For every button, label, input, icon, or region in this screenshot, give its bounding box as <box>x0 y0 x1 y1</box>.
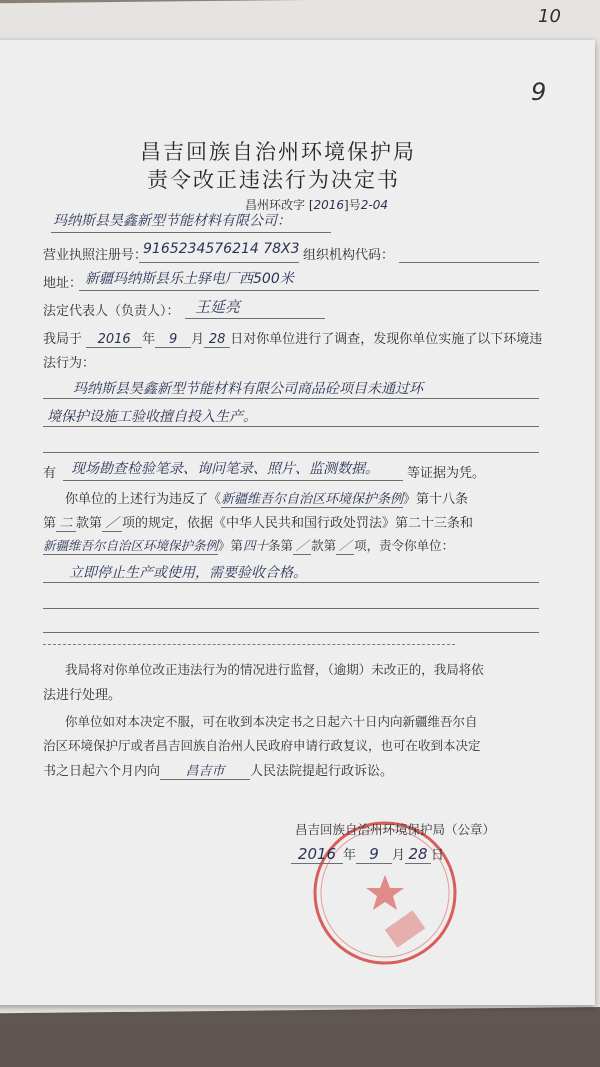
appeal-line-2: 治区环境保护厅或者昌吉回族自治州人民政府申请行政复议，也可在收到本决定 <box>43 738 481 753</box>
basis-l1-prefix: 你单位的上述行为违反了《 <box>65 492 222 507</box>
basis-l2-kuan: 二 <box>56 512 76 532</box>
basis-line-1 <box>65 488 468 508</box>
page-mark: 9 <box>531 78 547 106</box>
basis-l2-prefix: 第 <box>43 516 57 531</box>
basis-l3-xiang: ／ <box>336 536 354 555</box>
issue-year-unit: 年 <box>343 848 357 863</box>
basis-line-3 <box>43 536 454 555</box>
survey-year: 2016 <box>86 332 142 348</box>
issue-date <box>291 844 444 864</box>
basis-l3-kuan-unit: 款第 <box>311 538 337 553</box>
violation-underline-3 <box>43 452 539 453</box>
survey-prefix: 我局于 <box>43 332 83 347</box>
issue-day: 28 <box>405 845 431 864</box>
supervision-line-2: 法进行处理。 <box>43 688 122 703</box>
basis-l3-kuan: ／ <box>293 536 311 555</box>
issuer-org: 昌吉回族自治州环境保护局（公章） <box>295 822 496 837</box>
org-code-label: 组织机构代码： <box>303 248 395 263</box>
order-underline-3 <box>43 632 539 633</box>
issue-day-unit: 日 <box>431 848 445 863</box>
seal-star-icon <box>366 875 404 910</box>
address-value: 新疆玛纳斯县乐土驿电厂西500米 <box>85 271 294 287</box>
order-underline-2 <box>43 608 539 609</box>
survey-day: 28 <box>204 332 230 348</box>
official-seal <box>310 818 460 968</box>
title-line-2: 责令改正违法行为决定书 <box>147 168 400 192</box>
basis-l3-tiao: 四十 <box>243 538 269 553</box>
issue-year: 2016 <box>291 845 343 864</box>
title-line-1: 昌吉回族自治州环境保护局 <box>140 140 416 164</box>
basis-l1-law: 新疆维吾尔自治区环境保护条例 <box>221 488 403 508</box>
issue-month: 9 <box>356 845 392 864</box>
appeal-l3-suffix: 人民法院提起行政诉讼。 <box>250 764 394 779</box>
appeal-court: 昌吉市 <box>160 760 250 780</box>
evidence-suffix: 等证据为凭。 <box>407 466 486 481</box>
basis-l3-mid: 》第 <box>218 538 244 553</box>
issue-month-unit: 月 <box>392 848 406 863</box>
basis-l2-mid: 款第 <box>76 516 103 531</box>
basis-l3-rest: 项，责令你单位： <box>354 538 455 553</box>
address-label: 地址： <box>43 276 83 291</box>
license-label: 营业执照注册号： <box>43 248 148 263</box>
license-underline <box>139 262 299 263</box>
doc-number-prefix: 昌州环改字 [ <box>245 198 314 212</box>
appeal-line-1: 你单位如对本决定不服，可在收到本决定书之日起六十日内向新疆维吾尔自 <box>65 714 478 729</box>
org-code-underline <box>399 262 539 263</box>
basis-line-2 <box>43 512 473 532</box>
legal-rep-value: 王延亮 <box>195 298 241 316</box>
order-text: 立即停止生产或使用，需要验收合格。 <box>69 565 307 581</box>
appeal-l3-prefix: 书之日起六个月内向 <box>43 764 161 779</box>
survey-year-unit: 年 <box>142 332 156 347</box>
evidence-prefix: 有 <box>43 466 57 481</box>
basis-l3-law: 新疆维吾尔自治区环境保护条例 <box>43 538 219 553</box>
basis-l2-xiang: ／ <box>102 512 122 532</box>
survey-month: 9 <box>155 332 191 348</box>
violation-line-1: 玛纳斯县昊鑫新型节能材料有限公司商品砼项目未通过环 <box>73 381 423 397</box>
basis-l3-tiao-unit: 条第 <box>268 538 294 553</box>
basis-l2-rest: 项的规定，依据《中华人民共和国行政处罚法》第二十三条和 <box>122 516 474 531</box>
legal-rep-underline <box>185 318 325 319</box>
recipient-underline <box>51 232 331 233</box>
doc-number-suffix: ]号 <box>344 198 361 212</box>
violation-line-2: 境保护设施工验收擅自投入生产。 <box>47 409 257 425</box>
order-underline-1 <box>43 582 539 583</box>
survey-month-unit: 月 <box>191 332 205 347</box>
address-underline <box>79 290 539 291</box>
survey-line-2: 法行为： <box>43 356 96 371</box>
survey-rest: 日对你单位进行了调查，发现你单位实施了以下环境违 <box>230 332 543 347</box>
order-dashed-line <box>43 644 455 645</box>
doc-number-value: 2-04 <box>360 198 388 212</box>
document-page <box>0 40 595 1005</box>
supervision-line-1: 我局将对你单位改正违法行为的情况进行监督，（逾期）未改正的，我局将依 <box>65 662 484 677</box>
evidence-value: 现场勘查检验笔录、询问笔录、照片、监测数据。 <box>71 461 379 477</box>
appeal-line-3 <box>43 760 393 780</box>
corner-number: 10 <box>538 6 561 27</box>
legal-rep-label: 法定代表人（负责人）： <box>43 304 180 319</box>
evidence-underline <box>63 480 403 481</box>
violation-underline-1 <box>43 398 539 399</box>
doc-number-year: 2016 <box>313 198 345 212</box>
violation-underline-2 <box>43 426 539 427</box>
basis-l1-suffix: 》第十八条 <box>403 492 469 507</box>
survey-sentence <box>43 328 542 348</box>
license-value: 9165234576214 78X3 <box>143 241 300 257</box>
recipient-name: 玛纳斯县昊鑫新型节能材料有限公司： <box>53 213 291 229</box>
